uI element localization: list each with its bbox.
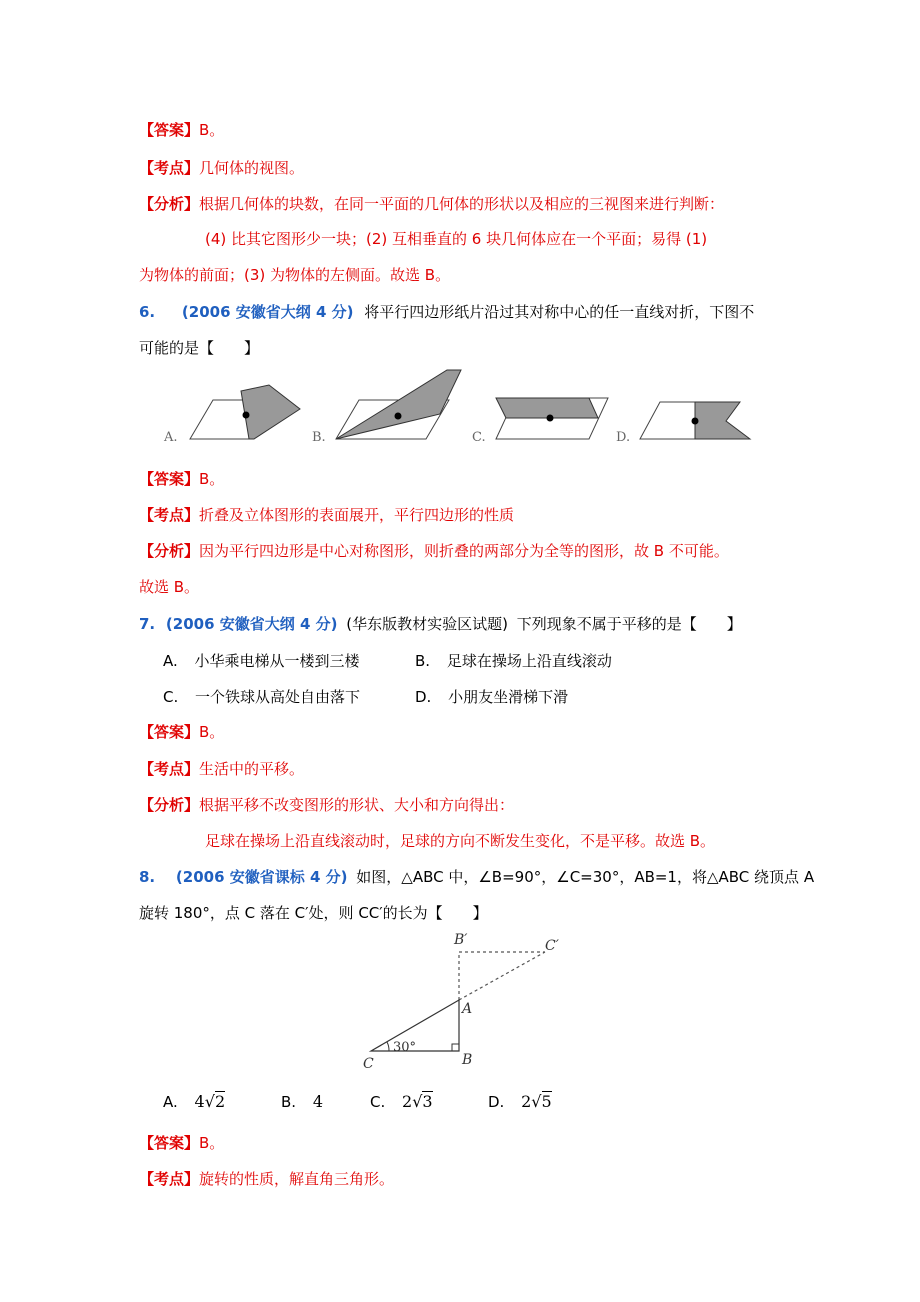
q8-answer-line bbox=[139, 1133, 224, 1153]
q8-option-c bbox=[370, 1092, 433, 1112]
q7-option-a bbox=[163, 651, 360, 671]
option-radicand: 3 bbox=[422, 1092, 433, 1111]
label-b: B bbox=[462, 1052, 473, 1068]
option-text: 小华乘电梯从一楼到三楼 bbox=[194, 652, 360, 670]
q6-figure-b bbox=[312, 370, 461, 445]
q5-answer: B。 bbox=[199, 121, 225, 139]
option-radicand: 2 bbox=[214, 1092, 226, 1111]
option-text: 小朋友坐滑梯下滑 bbox=[448, 688, 569, 706]
q6-stem-2: 可能的是【 】 bbox=[139, 339, 260, 357]
label-angle: 30° bbox=[393, 1040, 417, 1055]
q6-number: 6. bbox=[139, 303, 156, 321]
q6-source: (2006 安徽省大纲 4 分) bbox=[181, 303, 354, 321]
q6-stem-line bbox=[139, 302, 754, 322]
sqrt-icon: √ bbox=[412, 1092, 423, 1111]
q6-analysis-1: 因为平行四边形是中心对称图形，则折叠的两部分为全等的图形，故 B 不可能。 bbox=[199, 542, 729, 560]
analysis-tag: 【分析】 bbox=[139, 542, 200, 560]
center-dot bbox=[547, 415, 554, 422]
q7-stem: 下列现象不属于平移的是【 】 bbox=[516, 615, 742, 633]
q7-option-d bbox=[415, 687, 568, 707]
q6-label-b: B. bbox=[312, 430, 326, 445]
q8-point: 旋转的性质，解直角三角形。 bbox=[199, 1170, 395, 1188]
option-label: A. bbox=[163, 652, 178, 670]
option-label: B. bbox=[281, 1093, 297, 1111]
q6-answer: B。 bbox=[199, 470, 225, 488]
option-text: 足球在操场上沿直线滚动 bbox=[446, 652, 612, 670]
q8-stem-line bbox=[139, 867, 814, 887]
q7-stem-line bbox=[139, 614, 742, 634]
analysis-tag: 【分析】 bbox=[139, 796, 200, 814]
q8-stem-1: 如图，△ABC 中，∠B=90°，∠C=30°，AB=1，将△ABC 绕顶点 A bbox=[356, 868, 815, 886]
q7-number: 7. bbox=[139, 615, 156, 633]
q6-answer-line bbox=[139, 469, 224, 489]
q5-analysis-1: 根据几何体的块数，在同一平面的几何体的形状以及相应的三视图来进行判断： bbox=[199, 195, 725, 213]
q6-analysis-2: 故选 B。 bbox=[139, 578, 200, 596]
answer-tag: 【答案】 bbox=[139, 1134, 200, 1152]
center-dot bbox=[692, 418, 699, 425]
q7-answer-line bbox=[139, 722, 224, 742]
option-radicand: 5 bbox=[541, 1092, 552, 1111]
option-coef: 2 bbox=[521, 1092, 532, 1111]
q5-analysis-line bbox=[139, 194, 724, 214]
sqrt-icon: √ bbox=[531, 1092, 542, 1111]
q6-point: 折叠及立体图形的表面展开，平行四边形的性质 bbox=[199, 506, 515, 524]
q8-source: (2006 安徽省课标 4 分) bbox=[175, 868, 348, 886]
q7-point: 生活中的平移。 bbox=[199, 760, 305, 778]
answer-tag: 【答案】 bbox=[139, 723, 200, 741]
point-tag: 【考点】 bbox=[139, 159, 200, 177]
q6-figure-a bbox=[163, 385, 300, 445]
answer-tag: 【答案】 bbox=[139, 121, 200, 139]
q5-point: 几何体的视图。 bbox=[199, 159, 305, 177]
point-tag: 【考点】 bbox=[139, 506, 200, 524]
q7-source: (2006 安徽省大纲 4 分) bbox=[165, 615, 338, 633]
q6-stem-1: 将平行四边形纸片沿过其对称中心的任一直线对折，下图不 bbox=[364, 303, 755, 321]
q8-option-a bbox=[163, 1092, 225, 1112]
option-coef: 2 bbox=[402, 1092, 413, 1111]
q8-answer: B。 bbox=[199, 1134, 225, 1152]
q7-answer: B。 bbox=[199, 723, 225, 741]
q6-label-a: A. bbox=[164, 430, 178, 445]
option-label: A. bbox=[163, 1093, 178, 1111]
q7-option-b bbox=[415, 651, 612, 671]
option-label: D. bbox=[488, 1093, 505, 1111]
q8-triangle-figure bbox=[355, 930, 575, 1075]
q8-option-b bbox=[281, 1092, 323, 1112]
option-label: C. bbox=[163, 688, 179, 706]
label-a: A bbox=[462, 1001, 473, 1017]
q5-answer-line bbox=[139, 120, 224, 140]
analysis-tag: 【分析】 bbox=[139, 195, 200, 213]
option-coef: 4 bbox=[194, 1092, 205, 1111]
label-c: C bbox=[363, 1056, 374, 1072]
q8-point-line bbox=[139, 1169, 394, 1189]
option-coef: 4 bbox=[312, 1092, 324, 1111]
q7-point-line bbox=[139, 759, 304, 779]
center-dot bbox=[243, 412, 250, 419]
q7-option-c bbox=[163, 687, 360, 707]
q6-label-d: D. bbox=[616, 430, 631, 445]
sqrt-icon: √ bbox=[204, 1092, 215, 1111]
q5-point-line bbox=[139, 158, 304, 178]
q8-option-d bbox=[488, 1092, 552, 1112]
q6-point-line bbox=[139, 505, 514, 525]
q6-label-c: C. bbox=[472, 430, 486, 445]
q5-analysis-2: (4) 比其它图形少一块；(2) 互相垂直的 6 块几何体应在一个平面；易得 (1) bbox=[205, 230, 708, 248]
label-b-prime: B′ bbox=[454, 932, 468, 948]
q6-figures bbox=[160, 366, 760, 448]
q6-figure-c bbox=[472, 398, 608, 445]
point-tag: 【考点】 bbox=[139, 760, 200, 778]
q7-analysis-line bbox=[139, 795, 514, 815]
q6-figure-d bbox=[616, 402, 750, 445]
label-c-prime: C′ bbox=[545, 938, 559, 954]
option-label: B. bbox=[415, 652, 431, 670]
center-dot bbox=[395, 413, 402, 420]
option-label: D. bbox=[415, 688, 432, 706]
q7-note: (华东版教材实验区试题) bbox=[346, 615, 508, 633]
q8-stem-2: 旋转 180°，点 C 落在 C′处，则 CC′的长为【 】 bbox=[139, 904, 488, 922]
option-text: 一个铁球从高处自由落下 bbox=[195, 688, 361, 706]
q8-number: 8. bbox=[139, 868, 156, 886]
q6-analysis-line bbox=[139, 541, 729, 561]
q7-analysis-1: 根据平移不改变图形的形状、大小和方向得出： bbox=[199, 796, 515, 814]
answer-tag: 【答案】 bbox=[139, 470, 200, 488]
q7-analysis-2: 足球在操场上沿直线滚动时，足球的方向不断发生变化，不是平移。故选 B。 bbox=[205, 832, 716, 850]
option-label: C. bbox=[370, 1093, 386, 1111]
point-tag: 【考点】 bbox=[139, 1170, 200, 1188]
q5-analysis-3: 为物体的前面；(3) 为物体的左侧面。故选 B。 bbox=[139, 266, 451, 284]
